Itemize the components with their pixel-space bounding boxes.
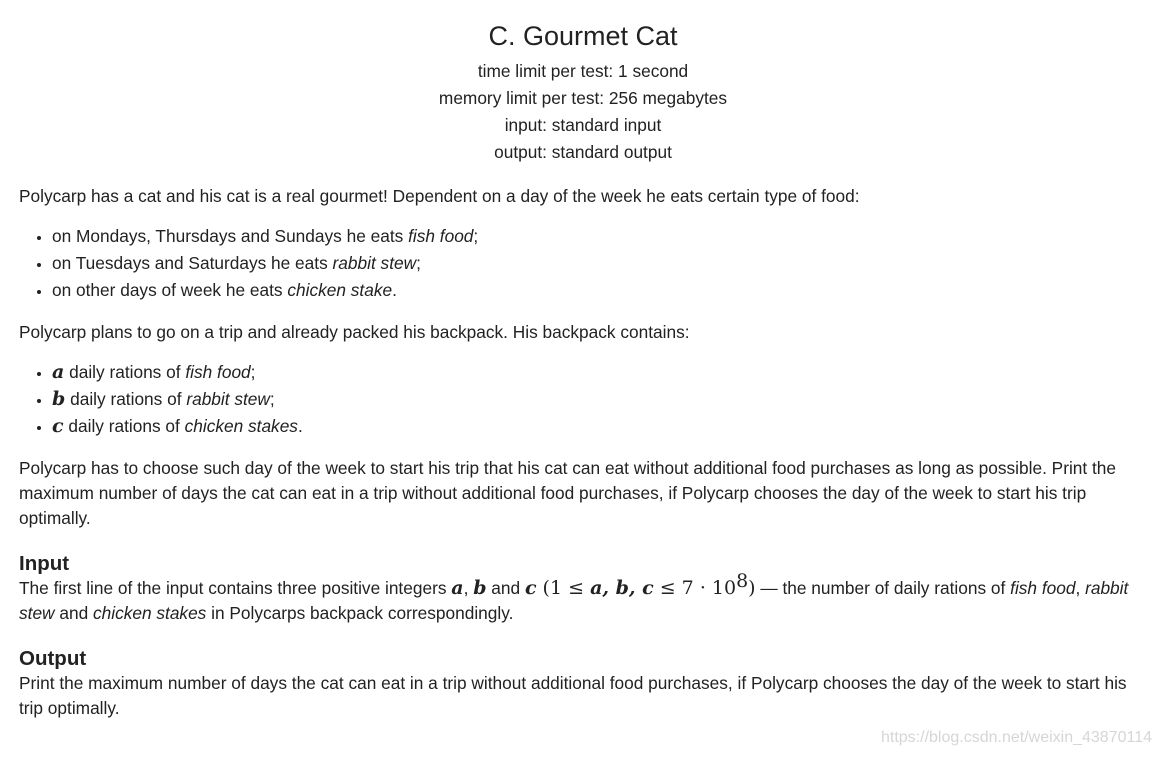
list-item: • on Mondays, Thursdays and Sundays he eats fish food; <box>52 223 1147 250</box>
list-item: • on other days of week he eats chicken stake. <box>52 277 1147 304</box>
backpack-intro: Polycarp plans to go on a trip and already packed his backpack. His backpack contains: <box>19 322 690 342</box>
task-description: Polycarp has to choose such day of the week to start his trip that his cat can eat without additional food purchases as long as possible. Print the maximum number of days the cat can eat in a trip without additional food purchases, if Polycarp chooses the day of the week to start his trip optimally. <box>19 458 1117 528</box>
memory-limit: memory limit per test: 256 megabytes <box>438 88 728 108</box>
output-heading: Output <box>19 647 87 670</box>
list-item: • b daily rations of rabbit stew; <box>52 386 1147 413</box>
time-limit: time limit per test: 1 second <box>477 61 689 81</box>
rations-list <box>19 359 1147 440</box>
input-file: input: standard input <box>504 115 662 135</box>
list-item: • on Tuesdays and Saturdays he eats rabbit stew; <box>52 250 1147 277</box>
output-file: output: standard output <box>494 142 672 162</box>
days-list <box>19 223 1147 304</box>
problem-limits <box>19 58 1147 166</box>
input-heading: Input <box>19 552 70 575</box>
input-description: The first line of the input contains three positive integers a, b and c (1 ≤ a, b, $c \le 7 \cdot 10^8$) — the number of daily rations of fish food, rabbit stew and chicken stakes in Polycarps backpack correspondingly. <box>19 570 1129 623</box>
problem-title: C. Gourmet Cat <box>488 21 678 51</box>
list-item: • c daily rations of chicken stakes. <box>52 413 1147 440</box>
problem-statement <box>19 18 1147 721</box>
output-description: Print the maximum number of days the cat can eat in a trip without additional food purchases, if Polycarp chooses the day of the week to start his trip optimally. <box>19 673 1127 718</box>
watermark: https://blog.csdn.net/weixin_43870114 <box>880 729 1152 746</box>
statement-intro: Polycarp has a cat and his cat is a real gourmet! Dependent on a day of the week he eats certain type of food: <box>19 186 860 206</box>
list-item: • a daily rations of fish food; <box>52 359 1147 386</box>
